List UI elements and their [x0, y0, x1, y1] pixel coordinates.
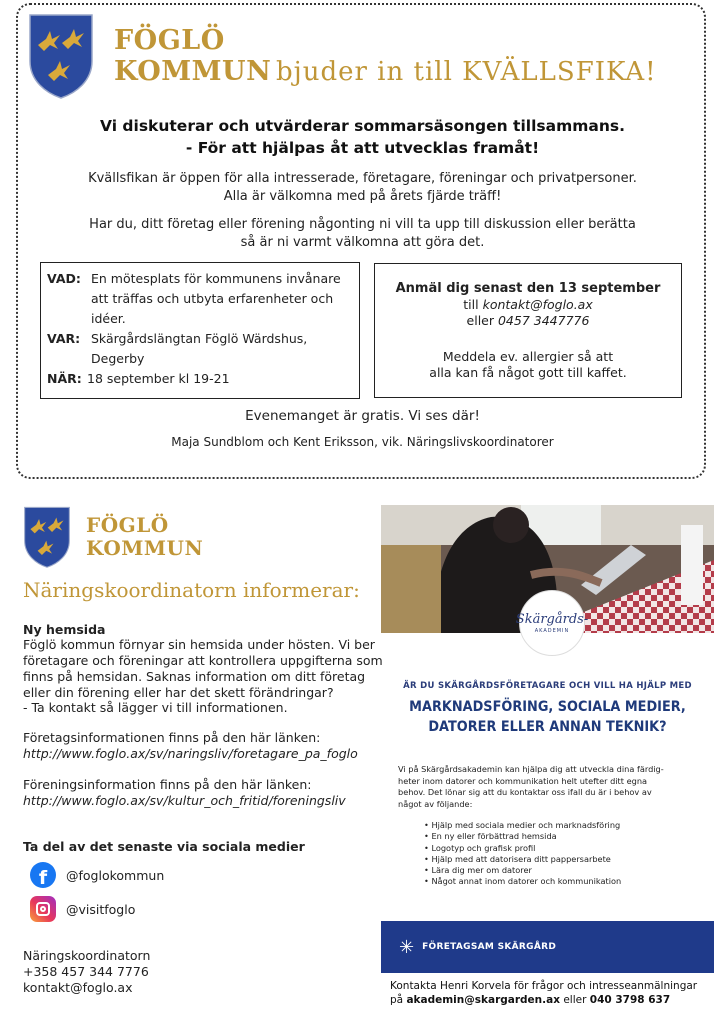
rsvp-till: till: [463, 297, 479, 312]
news-line5: - Ta kontakt så lägger vi till informationen.: [23, 700, 288, 715]
logo-sub: AKADEMIN: [534, 628, 570, 634]
ad-contact-pa: på: [390, 993, 404, 1006]
intro-line1: Kvällsfikan är öppen för alla intresserade, företagare, föreningar och privatpersoner.: [88, 171, 637, 186]
discussion-line1: Har du, ditt företag eller förening någonting ni vill ta upp till diskussion eller berätta: [89, 217, 636, 232]
what-row: [47, 269, 351, 329]
brand-small-line1: FÖGLÖ: [86, 513, 169, 537]
what-label: VAD:: [47, 271, 81, 286]
ad-body-line3: behov. Det lönar sig att du kontaktar oss ifall du är i behov av: [398, 787, 652, 797]
when-label: NÄR:: [47, 371, 82, 386]
rsvp-phone-line: [375, 313, 681, 329]
news-line3: finns på hemsidan. Saknas information om ditt företag: [23, 669, 366, 684]
foglo-crest-logo-small: [23, 506, 71, 568]
rsvp-email-line: [375, 297, 681, 313]
list-item: • Lära dig mer om datorer: [424, 865, 621, 876]
list-item: • Logotyp och grafisk profil: [424, 843, 621, 854]
event-details-box: [40, 262, 360, 399]
assoc-info-text: Föreningsinformation finns på den här länken:: [23, 777, 312, 792]
contact-email[interactable]: kontakt@foglo.ax: [23, 980, 133, 995]
ad-contact-line1: Kontakta Henri Korvela för frågor och intresseanmälningar: [390, 980, 698, 992]
intro-line2: Alla är välkomna med på årets fjärde träff!: [223, 189, 502, 204]
list-item: • En ny eller förbättrad hemsida: [424, 831, 621, 842]
ad-headline-line1: MARKNADSFÖRING, SOCIALA MEDIER,: [409, 699, 686, 715]
ad-body-line1: Vi på Skärgårdsakademin kan hjälpa dig att utveckla dina färdig-: [398, 764, 664, 774]
ad-contact-line2: [390, 994, 697, 1008]
list-item: • Något annat inom datorer och kommunikation: [424, 876, 621, 887]
ad-services-list: [424, 820, 621, 888]
skargardsakademin-logo: [515, 590, 589, 656]
ad-contact: [390, 980, 697, 1007]
foglo-crest-logo: [28, 13, 94, 99]
when-row: [47, 369, 351, 389]
where-label: VAR:: [47, 331, 81, 346]
signature-text: Maja Sundblom och Kent Eriksson, vik. Näringslivskoordinatorer: [171, 435, 554, 449]
ad-contact-eller: eller: [563, 993, 587, 1006]
news-line1: Föglö kommun förnyar sin hemsida under hösten. Vi ber: [23, 637, 375, 652]
facebook-icon: f: [30, 862, 56, 888]
social-heading: Ta del av det senaste via sociala medier: [23, 839, 305, 854]
invite-headline: bjuder in till KVÄLLSFIKA!: [276, 57, 657, 87]
lead-line1: Vi diskuterar och utvärderar sommarsäsongen tillsammans.: [99, 117, 625, 135]
snowflake-icon: ✳: [399, 936, 415, 958]
company-link[interactable]: http://www.foglo.ax/sv/naringsliv/foretagare_pa_foglo: [23, 746, 358, 761]
when-value: 18 september kl 19-21: [87, 371, 230, 386]
news-line2: företagare och föreningar att kontrollera uppgifterna som: [23, 653, 383, 668]
rsvp-email[interactable]: kontakt@foglo.ax: [482, 297, 593, 312]
lead-line2: - För att hjälpas åt att utvecklas framåt!: [185, 139, 540, 157]
instagram-icon: [30, 896, 56, 922]
lead-text: [0, 115, 725, 159]
rsvp-eller: eller: [466, 313, 494, 328]
free-event-text: Evenemanget är gratis. Vi ses där!: [245, 408, 480, 424]
list-item: • Hjälp med att datorisera ditt pappersarbete: [424, 854, 621, 865]
ad-headline: [394, 697, 700, 737]
allergy-line2: alla kan få något gott till kaffet.: [429, 365, 627, 380]
news-line4: eller din förening eller har det skett förändringar?: [23, 685, 334, 700]
list-item: • Hjälp med sociala medier och marknadsföring: [424, 820, 621, 831]
assoc-link[interactable]: http://www.foglo.ax/sv/kultur_och_fritid/foreningsliv: [23, 793, 346, 808]
facebook-row[interactable]: [30, 862, 164, 888]
contact-phone: +358 457 344 7776: [23, 964, 149, 979]
logo-text: Skärgårds-: [515, 612, 589, 627]
brand-small-line2: KOMMUN: [86, 536, 204, 560]
instagram-row[interactable]: [30, 896, 135, 922]
instagram-handle[interactable]: @visitfoglo: [66, 901, 136, 917]
info-title: Näringskoordinatorn informerar:: [23, 578, 360, 602]
company-info-text: Företagsinformationen finns på den här länken:: [23, 730, 321, 745]
discussion-line2: så är ni varmt välkomna att göra det.: [240, 235, 485, 250]
rsvp-box: [374, 263, 682, 398]
ad-body-line2: heter inom datorer och kommunikation helt utefter ditt egna: [398, 775, 648, 786]
brand-line1: FÖGLÖ: [114, 25, 225, 56]
where-value: Skärgårdslängtan Föglö Wärdshus, Degerby: [91, 331, 308, 366]
brand-line2: KOMMUN: [114, 56, 272, 87]
foretagsam-banner: [381, 921, 714, 973]
ad-body-line4: något av följande:: [398, 798, 473, 809]
news-heading: Ny hemsida: [23, 622, 106, 637]
ad-headline-line2: DATORER ELLER ANNAN TEKNIK?: [428, 719, 667, 735]
facebook-handle[interactable]: @foglokommun: [66, 867, 165, 883]
ad-question: ÄR DU SKÄRGÅRDSFÖRETAGARE OCH VILL HA HJÄLP MED: [403, 681, 692, 691]
intro-paragraph: [0, 170, 725, 206]
ad-contact-phone[interactable]: 040 3798 637: [589, 993, 671, 1006]
ad-body: [398, 764, 698, 810]
rsvp-phone[interactable]: 0457 3447776: [497, 313, 590, 328]
discussion-paragraph: [0, 216, 725, 252]
allergy-line1: Meddela ev. allergier så att: [442, 349, 614, 364]
rsvp-deadline: Anmäl dig senast den 13 september: [395, 281, 661, 296]
what-value: En mötesplats för kommunens invånare att träffas och utbyta erfarenheter och idéer.: [91, 271, 341, 326]
ad-contact-email[interactable]: akademin@skargarden.ax: [406, 993, 560, 1006]
where-row: [47, 329, 351, 369]
contact-role: Näringskoordinatorn: [23, 948, 151, 963]
banner-text: FÖRETAGSAM SKÄRGÅRD: [422, 942, 557, 952]
